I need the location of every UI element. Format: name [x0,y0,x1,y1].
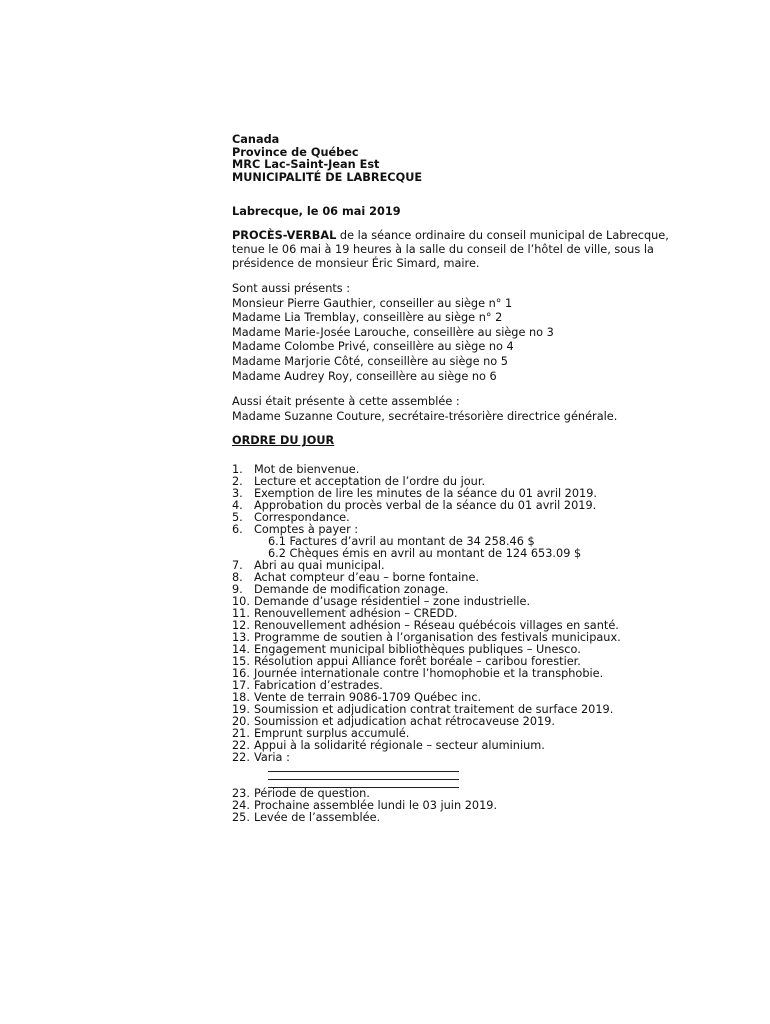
agenda-item-number: 10. [232,595,250,609]
agenda-item-number: 14. [232,643,250,657]
agenda-item-text: Prochaine assemblée lundi le 03 juin 2019. [254,799,498,813]
presents-section [232,282,692,384]
agenda-item-text: Lecture et acceptation de l’ordre du jour. [254,475,486,489]
member-line: Monsieur Pierre Gauthier, conseiller au siège n° 1 [232,296,513,310]
agenda-blank-line [232,764,692,772]
proces-verbal-paragraph [232,229,692,271]
agenda-item-number: 2. [232,475,243,489]
country: Canada [232,133,280,146]
agenda-item-text: Demande d’usage résidentiel – zone industrielle. [254,595,531,609]
agenda-item [232,740,692,752]
agenda-item-number: 23. [232,787,250,801]
letterhead [232,134,692,184]
agenda-item-text: Soumission et adjudication contrat traitement de surface 2019. [254,703,614,717]
agenda-item-number: 24. [232,799,250,813]
document-page [232,134,692,824]
date-line: Labrecque, le 06 mai 2019 [232,205,401,218]
blank-underline [268,764,459,772]
agenda-item-text: Renouvellement adhésion – Réseau québécois villages en santé. [254,619,619,633]
agenda-list [232,464,692,824]
proces-verbal-text: de la séance ordinaire du conseil municipal de Labrecque, tenue le 06 mai à 19 heures à la salle du conseil de l’hôtel de ville, sous la présidence de monsieur Éric Simard, maire. [232,229,669,270]
agenda-item-text: Approbation du procès verbal de la séance du 01 avril 2019. [254,499,597,513]
agenda-item-number: 4. [232,499,243,513]
agenda-item-text: Période de question. [254,787,370,801]
member-line: Madame Marie-Josée Larouche, conseillère au siège no 3 [232,325,554,339]
agenda-item-number: 1. [232,463,243,477]
agenda-item-text: Vente de terrain 9086-1709 Québec inc. [254,691,482,705]
province: Province de Québec [232,145,359,159]
also-present-person: Madame Suzanne Couture, secrétaire-trésorière directrice générale. [232,409,618,423]
also-present-section [232,395,692,424]
agenda-item-number: 19. [232,703,250,717]
agenda-item-text: Programme de soutien à l’organisation des festivals municipaux. [254,631,621,645]
agenda-item-text: Soumission et adjudication achat rétrocaveuse 2019. [254,715,556,729]
agenda-item-number: 25. [232,811,250,825]
agenda-item-text: Appui à la solidarité régionale – secteur aluminium. [254,739,545,753]
agenda-item-number: 5. [232,511,243,525]
agenda-subitem-text: 6.1 Factures d’avril au montant de 34 258.46 $ [268,535,535,549]
agenda-item-text: Journée internationale contre l’homophobie et la transphobie. [254,667,604,681]
agenda-item [232,812,692,824]
agenda-item-number: 15. [232,655,250,669]
agenda-item [232,752,692,764]
blank-underline [268,772,459,780]
also-present-heading: Aussi était présente à cette assemblée : [232,395,460,409]
agenda-item-text: Résolution appui Alliance forêt boréale – caribou forestier. [254,655,581,669]
agenda-item-number: 13. [232,631,250,645]
agenda-item-number: 22. [232,739,250,753]
agenda-item-text: Fabrication d’estrades. [254,679,383,693]
agenda-item-number: 9. [232,583,243,597]
agenda-item-text: Demande de modification zonage. [254,583,449,597]
agenda-subitem-text: 6.2 Chèques émis en avril au montant de 124 653.09 $ [268,547,582,561]
agenda-item-text: Emprunt surplus accumulé. [254,727,410,741]
agenda-item-number: 7. [232,559,243,573]
agenda-title: ORDRE DU JOUR [232,434,335,448]
agenda-item-number: 6. [232,523,243,537]
mrc: MRC Lac-Saint-Jean Est [232,158,380,171]
proces-verbal-label: PROCÈS-VERBAL [232,229,337,242]
agenda-item-number: 16. [232,667,250,681]
agenda-blank-line [232,772,692,780]
agenda-item-text: Abri au quai municipal. [254,559,385,573]
agenda-item-text: Achat compteur d’eau – borne fontaine. [254,571,480,585]
agenda-item-text: Comptes à payer : [254,523,359,537]
agenda-item-number: 11. [232,607,250,621]
agenda-item-text: Correspondance. [254,511,350,525]
agenda-item-number: 17. [232,679,250,693]
agenda-item-number: 3. [232,487,243,501]
member-line: Madame Colombe Privé, conseillère au siège no 4 [232,340,514,354]
agenda-item-text: Renouvellement adhésion – CREDD. [254,607,458,621]
member-line: Madame Audrey Roy, conseillère au siège no 6 [232,369,497,383]
agenda-item-number: 8. [232,571,243,585]
agenda-item-text: Levée de l’assemblée. [254,811,381,825]
agenda-item-text: Exemption de lire les minutes de la séance du 01 avril 2019. [254,487,598,501]
agenda-item-number: 20. [232,715,250,729]
presents-heading: Sont aussi présents : [232,282,351,295]
agenda-item-text: Engagement municipal bibliothèques publiques – Unesco. [254,643,581,657]
municipality: MUNICIPALITÉ DE LABRECQUE [232,170,423,184]
agenda-item-text: Mot de bienvenue. [254,463,360,477]
member-line: Madame Marjorie Côté, conseillère au siège no 5 [232,354,508,368]
agenda-item-text: Varia : [254,751,290,765]
member-line: Madame Lia Tremblay, conseillère au siège n° 2 [232,311,503,325]
agenda-item-number: 22. [232,751,250,765]
agenda-item-number: 21. [232,727,250,741]
agenda-item-number: 18. [232,691,250,705]
agenda-item-number: 12. [232,619,250,633]
